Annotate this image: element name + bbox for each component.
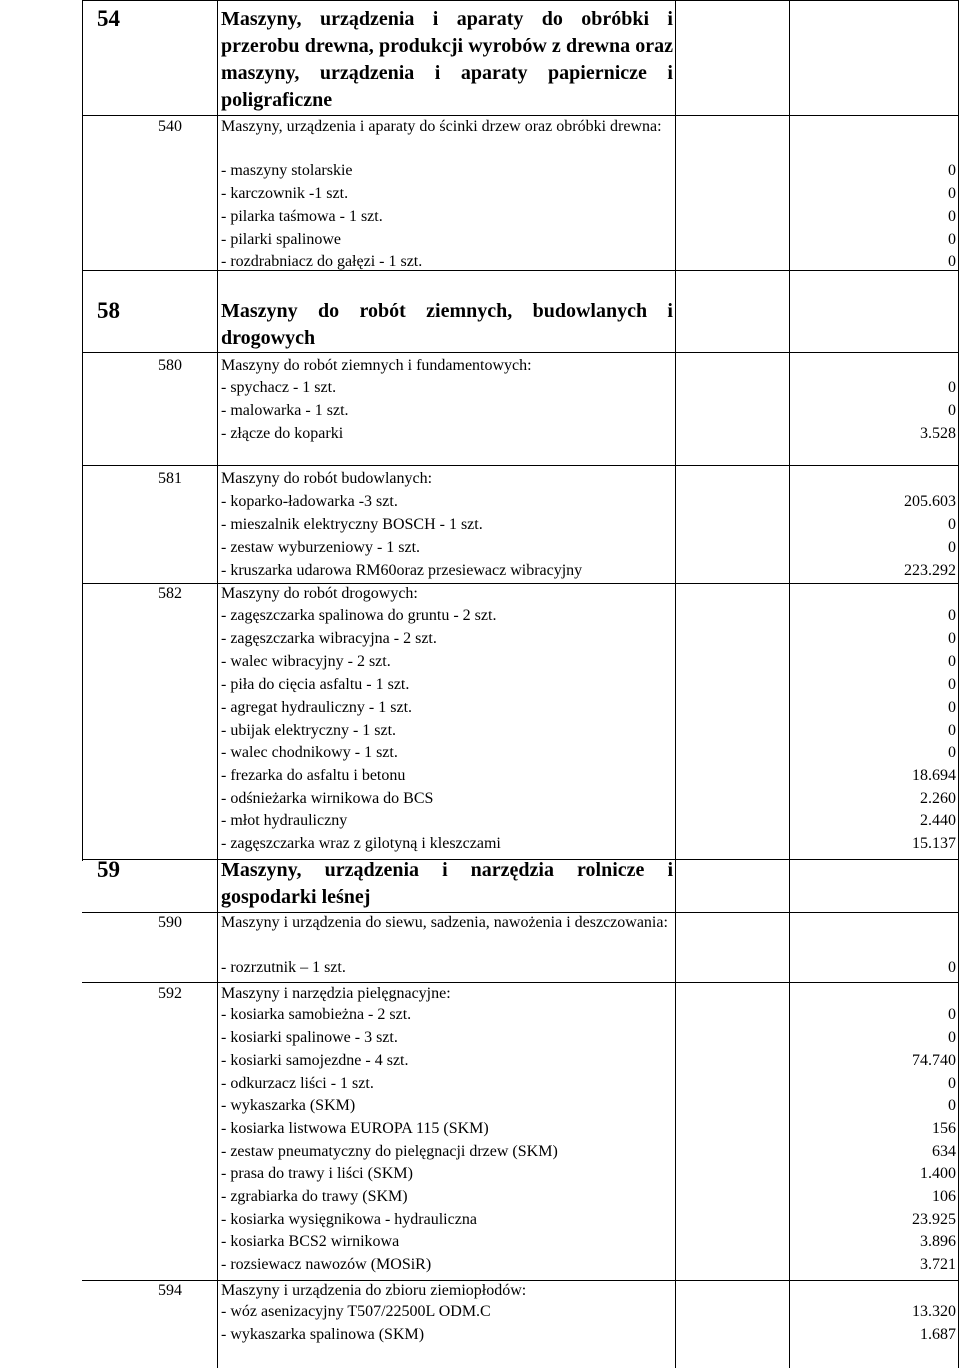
subgroup-title: Maszyny i urządzenia do siewu, sadzenia, nawożenia i deszczowania: <box>221 914 668 931</box>
item-value: 0 <box>948 959 956 976</box>
item-value: 0 <box>948 231 956 248</box>
item-value: 74.740 <box>912 1052 956 1069</box>
item-label: - zgrabiarka do trawy (SKM) <box>221 1188 408 1205</box>
item-value: 0 <box>948 653 956 670</box>
item-value: 0 <box>948 1029 956 1046</box>
item-label: - zagęszczarka wraz z gilotyną i kleszczami <box>221 835 501 852</box>
item-value: 0 <box>948 676 956 693</box>
subgroup-code: 580 <box>158 357 182 374</box>
row-divider <box>82 352 959 353</box>
item-value: 2.440 <box>920 812 956 829</box>
item-value: 3.721 <box>920 1256 956 1273</box>
subgroup-title: Maszyny, urządzenia i aparaty do ścinki drzew oraz obróbki drewna: <box>221 118 662 135</box>
item-value: 3.528 <box>920 425 956 442</box>
item-value: 0 <box>948 208 956 225</box>
item-value: 0 <box>948 162 956 179</box>
item-value: 3.896 <box>920 1233 956 1250</box>
item-label: - wóz asenizacyjny T507/22500L ODM.C <box>221 1303 491 1320</box>
item-label: - zagęszczarka wibracyjna - 2 szt. <box>221 630 437 647</box>
item-value: 0 <box>948 607 956 624</box>
item-label: - frezarka do asfaltu i betonu <box>221 767 406 784</box>
item-label: - kosiarki samojezdne - 4 szt. <box>221 1052 409 1069</box>
item-label: - walec wibracyjny - 2 szt. <box>221 653 391 670</box>
item-label: - koparko-ładowarka -3 szt. <box>221 493 398 510</box>
group-number: 58 <box>97 298 120 323</box>
item-value: 13.320 <box>912 1303 956 1320</box>
item-value: 0 <box>948 253 956 270</box>
subgroup-code: 582 <box>158 585 182 602</box>
group-title: Maszyny do robót ziemnych, budowlanych i drogowych <box>221 300 673 349</box>
item-label: - wykaszarka spalinowa (SKM) <box>221 1326 425 1343</box>
item-value: 0 <box>948 1097 956 1114</box>
item-label: - mieszalnik elektryczny BOSCH - 1 szt. <box>221 516 483 533</box>
item-label: - spychacz - 1 szt. <box>221 379 337 396</box>
item-value: 0 <box>948 699 956 716</box>
column-divider <box>675 0 676 1368</box>
subgroup-code: 594 <box>158 1282 182 1299</box>
item-value: 223.292 <box>904 562 956 579</box>
item-label: - piła do cięcia asfaltu - 1 szt. <box>221 676 410 693</box>
item-label: - wykaszarka (SKM) <box>221 1097 356 1114</box>
column-divider <box>82 0 83 861</box>
group-number: 59 <box>97 857 120 882</box>
item-value: 0 <box>948 402 956 419</box>
item-value: 1.400 <box>920 1165 956 1182</box>
item-label: - zestaw pneumatyczny do pielęgnacji drzew (SKM) <box>221 1143 558 1160</box>
item-label: - pilarka taśmowa - 1 szt. <box>221 208 383 225</box>
item-label: - malowarka - 1 szt. <box>221 402 349 419</box>
column-divider <box>958 0 959 1368</box>
item-label: - odśnieżarka wirnikowa do BCS <box>221 790 434 807</box>
row-divider <box>82 0 959 1</box>
column-divider <box>217 0 218 1368</box>
subgroup-title: Maszyny do robót budowlanych: <box>221 470 433 487</box>
item-value: 106 <box>932 1188 956 1205</box>
subgroup-title: Maszyny i urządzenia do zbioru ziemiopłodów: <box>221 1282 527 1299</box>
column-divider <box>789 0 790 1368</box>
item-label: - młot hydrauliczny <box>221 812 348 829</box>
item-value: 2.260 <box>920 790 956 807</box>
item-value: 0 <box>948 185 956 202</box>
item-label: - kosiarka samobieżna - 2 szt. <box>221 1006 412 1023</box>
item-label: - rozrzutnik – 1 szt. <box>221 959 346 976</box>
subgroup-code: 540 <box>158 118 182 135</box>
item-label: - kosiarka wysięgnikowa - hydrauliczna <box>221 1211 477 1228</box>
item-value: 634 <box>932 1143 956 1160</box>
item-value: 156 <box>932 1120 956 1137</box>
item-label: - złącze do koparki <box>221 425 344 442</box>
item-label: - ubijak elektryczny - 1 szt. <box>221 722 397 739</box>
item-label: - kosiarka BCS2 wirnikowa <box>221 1233 400 1250</box>
item-value: 0 <box>948 722 956 739</box>
item-label: - kosiarka listwowa EUROPA 115 (SKM) <box>221 1120 489 1137</box>
item-label: - kosiarki spalinowe - 3 szt. <box>221 1029 398 1046</box>
item-value: 0 <box>948 379 956 396</box>
item-value: 205.603 <box>904 493 956 510</box>
item-label: - zagęszczarka spalinowa do gruntu - 2 szt. <box>221 607 497 624</box>
subgroup-title: Maszyny i narzędzia pielęgnacyjne: <box>221 985 451 1002</box>
item-value: 1.687 <box>920 1326 956 1343</box>
subgroup-title: Maszyny do robót drogowych: <box>221 585 418 602</box>
item-value: 0 <box>948 1075 956 1092</box>
item-value: 0 <box>948 630 956 647</box>
item-value: 0 <box>948 744 956 761</box>
item-label: - maszyny stolarskie <box>221 162 353 179</box>
subgroup-title: Maszyny do robót ziemnych i fundamentowych: <box>221 357 532 374</box>
item-label: - walec chodnikowy - 1 szt. <box>221 744 398 761</box>
item-label: - rozsiewacz nawozów (MOSiR) <box>221 1256 432 1273</box>
item-label: - zestaw wyburzeniowy - 1 szt. <box>221 539 421 556</box>
subgroup-code: 590 <box>158 914 182 931</box>
item-value: 0 <box>948 539 956 556</box>
group-title: Maszyny, urządzenia i narzędzia rolnicze i gospodarki leśnej <box>221 859 673 908</box>
item-label: - rozdrabniacz do gałęzi - 1 szt. <box>221 253 423 270</box>
subgroup-code: 581 <box>158 470 182 487</box>
item-value: 0 <box>948 516 956 533</box>
item-value: 23.925 <box>912 1211 956 1228</box>
item-value: 15.137 <box>912 835 956 852</box>
item-label: - pilarki spalinowe <box>221 231 341 248</box>
item-label: - prasa do trawy i liści (SKM) <box>221 1165 413 1182</box>
group-title: Maszyny, urządzenia i aparaty do obróbki i przerobu drewna, produkcji wyrobów z drewna oraz maszyny, urządzenia i aparaty papiernicze i poligraficzne <box>221 8 673 111</box>
group-number: 54 <box>97 6 120 31</box>
item-label: - kruszarka udarowa RM60oraz przesiewacz wibracyjny <box>221 562 583 579</box>
row-divider <box>82 465 959 466</box>
row-divider <box>82 270 959 271</box>
subgroup-code: 592 <box>158 985 182 1002</box>
item-value: 18.694 <box>912 767 956 784</box>
item-value: 0 <box>948 1006 956 1023</box>
item-label: - karczownik -1 szt. <box>221 185 349 202</box>
item-label: - odkurzacz liści - 1 szt. <box>221 1075 374 1092</box>
item-label: - agregat hydrauliczny - 1 szt. <box>221 699 413 716</box>
